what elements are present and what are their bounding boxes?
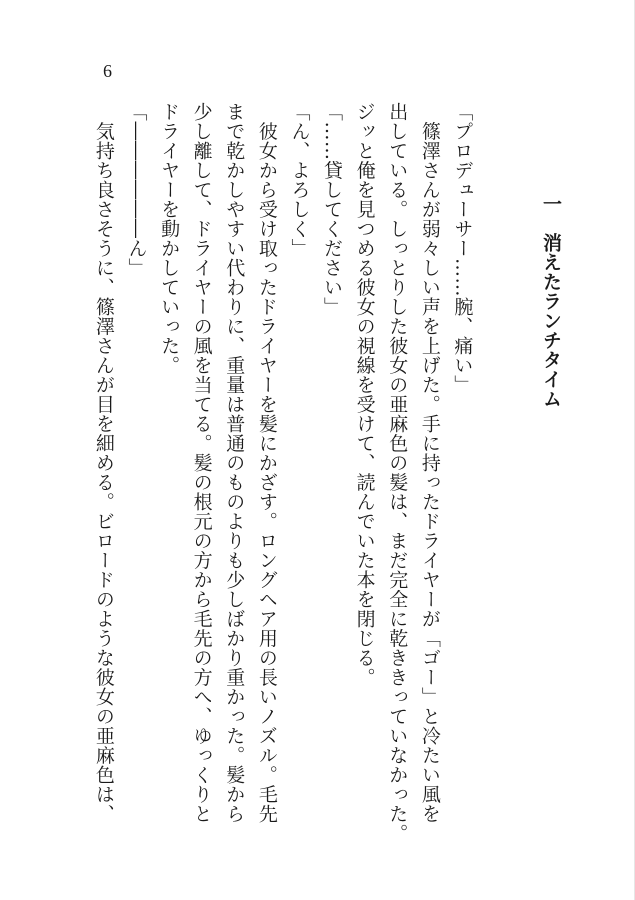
text-line: 篠澤さんが弱々しい声を上げた。手に持ったドライヤーが「ゴー」と冷たい風を bbox=[418, 102, 441, 824]
chapter-title: 一 消えたランチタイム bbox=[540, 194, 562, 409]
vertical-text-block bbox=[87, 102, 567, 862]
text-line: 彼女から受け取ったドライヤーを髪にかざす。ロングヘア用の長いノズル。毛先 bbox=[255, 102, 278, 824]
text-line: 出している。しっとりした彼女の亜麻色の髪は、まだ完全に乾ききっていなかった。 bbox=[386, 102, 409, 843]
text-line: 「――――――ん」 bbox=[125, 102, 148, 278]
text-line: まで乾かしやすい代わりに、重量は普通のものよりも少しばかり重かった。髪から bbox=[223, 102, 246, 824]
text-line: 「……貸してください」 bbox=[321, 102, 344, 317]
text-line: 少し離して、ドライヤーの風を当てる。髪の根元の方から毛先の方へ、ゆっくりと bbox=[190, 102, 213, 824]
text-line: 「ん、よろしく」 bbox=[288, 102, 311, 258]
text-line: ジッと俺を見つめる彼女の視線を受けて、読んでいた本を閉じる。 bbox=[353, 102, 376, 687]
text-line: ドライヤーを動かしていった。 bbox=[158, 102, 181, 375]
text-line: 気持ち良さそうに、篠澤さんが目を細める。ビロードのような彼女の亜麻色は、 bbox=[92, 102, 115, 824]
text-line: 「プロデューサー……腕、痛い」 bbox=[451, 102, 474, 395]
page-number: 6 bbox=[103, 61, 112, 81]
